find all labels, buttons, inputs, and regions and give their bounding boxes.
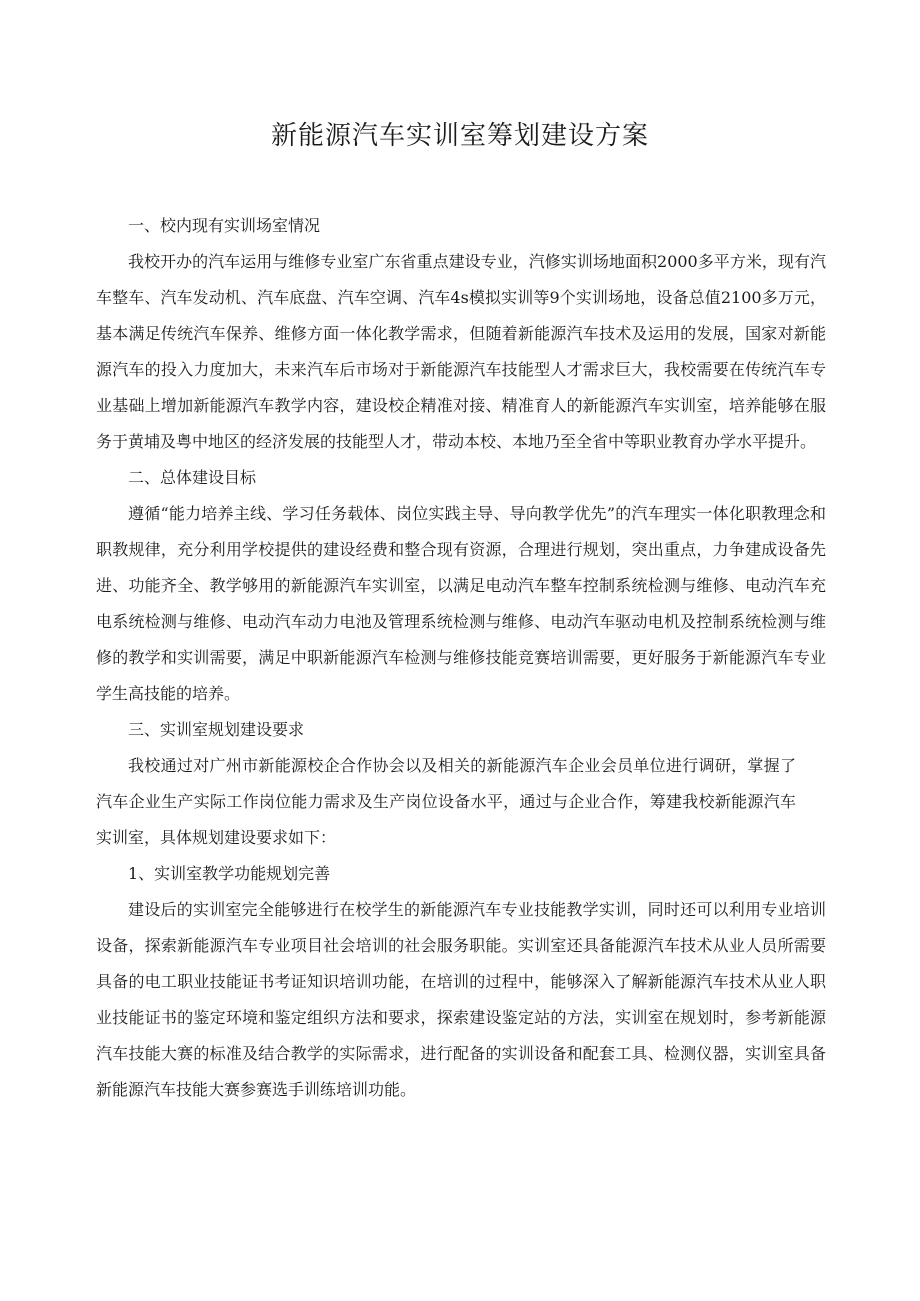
subsection-heading-1: 1、实训室教学功能规划完善 bbox=[128, 864, 331, 883]
section-heading-1: 一、校内现有实训场室情况 bbox=[128, 216, 321, 235]
section-heading-2: 二、总体建设目标 bbox=[128, 468, 257, 487]
subsection-1-paragraph: 建设后的实训室完全能够进行在校学生的新能源汽车专业技能教学实训，同时还可以利用专业培训设备，探索新能源汽车专业项目社会培训的社会服务职能。实训室还具备能源汽车技术从业人员所需要具备的电工职业技能证书考证知识培训功能，在培训的过程中，能够深入了解新能源汽车技术从业人职业技能证书的鉴定环境和鉴定组织方法和要求，探索建设鉴定站的方法，实训室在规划时，参考新能源汽车技能大赛的标准及结合教学的实际需求，进行配备的实训设备和配套工具、检测仪器，实训室具备新能源汽车技能大赛参赛选手训练培训功能。 bbox=[96, 900, 826, 1099]
document-body bbox=[96, 204, 826, 1108]
section-3-paragraph: 我校通过对广州市新能源校企合作协会以及相关的新能源汽车企业会员单位进行调研，掌握了汽车企业生产实际工作岗位能力需求及生产岗位设备水平，通过与企业合作，筹建我校新能源汽车实训室，具体规划建设要求如下： bbox=[96, 756, 796, 847]
section-1-paragraph: 我校开办的汽车运用与维修专业室广东省重点建设专业，汽修实训场地面积2000多平方米，现有汽车整车、汽车发动机、汽车底盘、汽车空调、汽车4s模拟实训等9个实训场地，设备总值2100多万元，基本满足传统汽车保养、维修方面一体化教学需求，但随着新能源汽车技术及运用的发展，国家对新能源汽车的投入力度加大，未来汽车后市场对于新能源汽车技能型人才需求巨大，我校需要在传统汽车专业基础上增加新能源汽车教学内容，建设校企精准对接、精准育人的新能源汽车实训室，培养能够在服务于黄埔及粤中地区的经济发展的技能型人才，带动本校、本地乃至全省中等职业教育办学水平提升。 bbox=[96, 252, 826, 451]
section-heading-3: 三、实训室规划建设要求 bbox=[128, 720, 305, 739]
section-2-paragraph: 遵循“能力培养主线、学习任务载体、岗位实践主导、导向教学优先”的汽车理实一体化职教理念和职教规律，充分利用学校提供的建设经费和整合现有资源，合理进行规划，突出重点，力争建成设备先进、功能齐全、教学够用的新能源汽车实训室，以满足电动汽车整车控制系统检测与维修、电动汽车充电系统检测与维修、电动汽车动力电池及管理系统检测与维修、电动汽车驱动电机及控制系统检测与维修的教学和实训需要，满足中职新能源汽车检测与维修技能竞赛培训需要，更好服务于新能源汽车专业学生高技能的培养。 bbox=[96, 504, 826, 703]
document-title: 新能源汽车实训室筹划建设方案 bbox=[270, 121, 649, 151]
